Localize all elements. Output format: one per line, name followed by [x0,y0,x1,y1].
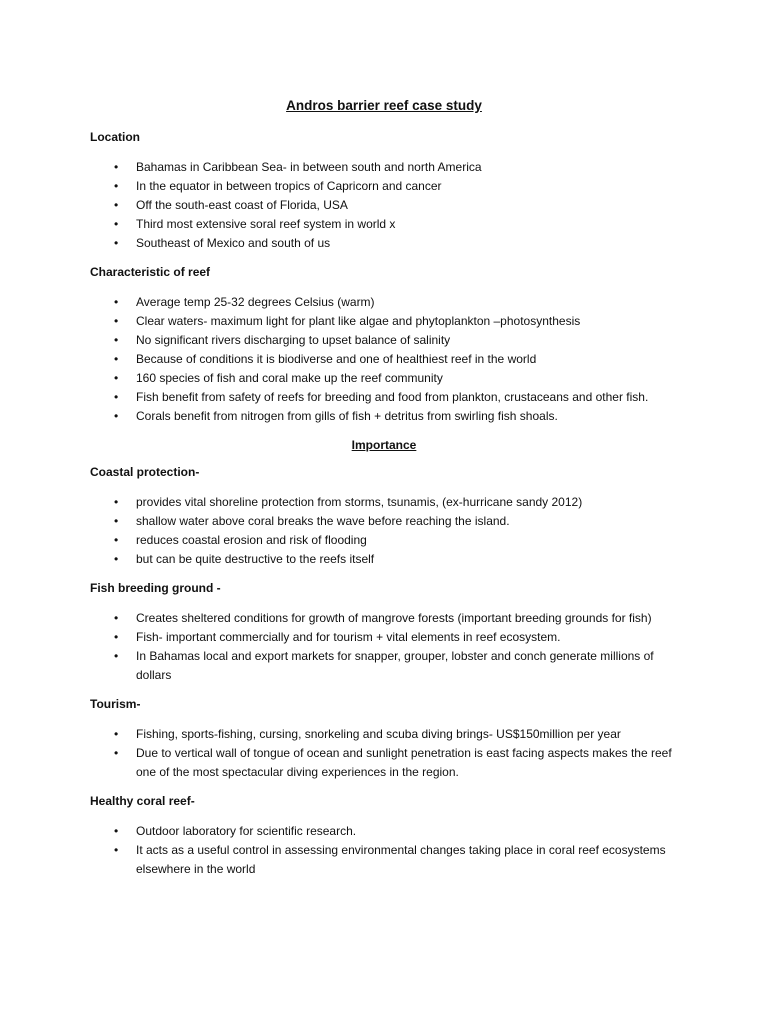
section-heading: Characteristic of reef [90,265,211,279]
list-item-text: No significant rivers discharging to upset balance of salinity [136,333,451,347]
list-item-text: Bahamas in Caribbean Sea- in between south and north America [136,160,482,174]
bullet-icon: • [114,611,119,625]
bullet-list [90,822,678,879]
bullet-icon: • [114,824,119,838]
bullet-icon: • [114,409,119,423]
list-item [90,331,678,350]
list-item-text: Due to vertical wall of tongue of ocean and sunlight penetration is east facing aspects makes the reef one of the most spectacular diving experiences in the region. [136,746,672,779]
bullet-icon: • [114,160,119,174]
list-item-text: In the equator in between tropics of Capricorn and cancer [136,179,442,193]
bullet-icon: • [114,333,119,347]
list-item-text: Average temp 25-32 degrees Celsius (warm) [136,295,375,309]
bullet-icon: • [114,198,119,212]
list-item-text: Creates sheltered conditions for growth of mangrove forests (important breeding grounds for fish) [136,611,652,625]
list-item-text: reduces coastal erosion and risk of flooding [136,533,367,547]
bullet-icon: • [114,533,119,547]
section-heading: Tourism- [90,697,141,711]
list-item [90,234,678,253]
bullet-icon: • [114,630,119,644]
list-item [90,512,678,531]
bullet-icon: • [114,314,119,328]
list-item [90,350,678,369]
list-item [90,550,678,569]
list-item [90,744,678,782]
list-item [90,647,678,685]
bullet-icon: • [114,371,119,385]
section-heading: Coastal protection- [90,465,200,479]
list-item [90,388,678,407]
section-heading: Fish breeding ground - [90,581,221,595]
bullet-icon: • [114,352,119,366]
bullet-icon: • [114,295,119,309]
bullet-icon: • [114,514,119,528]
list-item-text: Fish- important commercially and for tourism + vital elements in reef ecosystem. [136,630,561,644]
section-heading: Importance [351,438,417,452]
bullet-list [90,725,678,782]
bullet-icon: • [114,495,119,509]
list-item-text: Fish benefit from safety of reefs for breeding and food from plankton, crustaceans and other fish. [136,390,649,404]
list-item [90,725,678,744]
bullet-icon: • [114,746,119,760]
document-body [90,128,678,879]
list-item-text: Southeast of Mexico and south of us [136,236,331,250]
bullet-icon: • [114,179,119,193]
list-item [90,493,678,512]
list-item [90,158,678,177]
list-item-text: Third most extensive soral reef system in world x [136,217,396,231]
list-item [90,531,678,550]
list-item-text: In Bahamas local and export markets for snapper, grouper, lobster and conch generate millions of dollars [136,649,654,682]
list-item [90,177,678,196]
bullet-icon: • [114,217,119,231]
list-item [90,215,678,234]
list-item [90,312,678,331]
section-heading: Healthy coral reef- [90,794,195,808]
bullet-list [90,293,678,426]
list-item [90,407,678,426]
bullet-list [90,158,678,253]
list-item [90,609,678,628]
list-item-text: but can be quite destructive to the reefs itself [136,552,375,566]
list-item [90,822,678,841]
bullet-icon: • [114,552,119,566]
list-item [90,841,678,879]
bullet-icon: • [114,649,119,663]
list-item-text: Clear waters- maximum light for plant like algae and phytoplankton –photosynthesis [136,314,581,328]
list-item-text: 160 species of fish and coral make up the reef community [136,371,443,385]
list-item-text: shallow water above coral breaks the wave before reaching the island. [136,514,510,528]
list-item-text: It acts as a useful control in assessing environmental changes taking place in coral reef ecosystems elsewhere in the world [136,843,666,876]
list-item [90,369,678,388]
bullet-icon: • [114,843,119,857]
list-item-text: Corals benefit from nitrogen from gills of fish + detritus from swirling fish shoals. [136,409,558,423]
list-item-text: Because of conditions it is biodiverse and one of healthiest reef in the world [136,352,537,366]
bullet-icon: • [114,390,119,404]
list-item [90,196,678,215]
bullet-list [90,493,678,569]
bullet-list [90,609,678,685]
list-item-text: Fishing, sports-fishing, cursing, snorkeling and scuba diving brings- US$150million per year [136,727,621,741]
bullet-icon: • [114,727,119,741]
list-item [90,628,678,647]
bullet-icon: • [114,236,119,250]
section-heading: Location [90,130,140,144]
list-item-text: Outdoor laboratory for scientific research. [136,824,357,838]
list-item-text: Off the south-east coast of Florida, USA [136,198,348,212]
list-item [90,293,678,312]
document-title: Andros barrier reef case study [286,98,482,113]
list-item-text: provides vital shoreline protection from storms, tsunamis, (ex-hurricane sandy 2012) [136,495,583,509]
